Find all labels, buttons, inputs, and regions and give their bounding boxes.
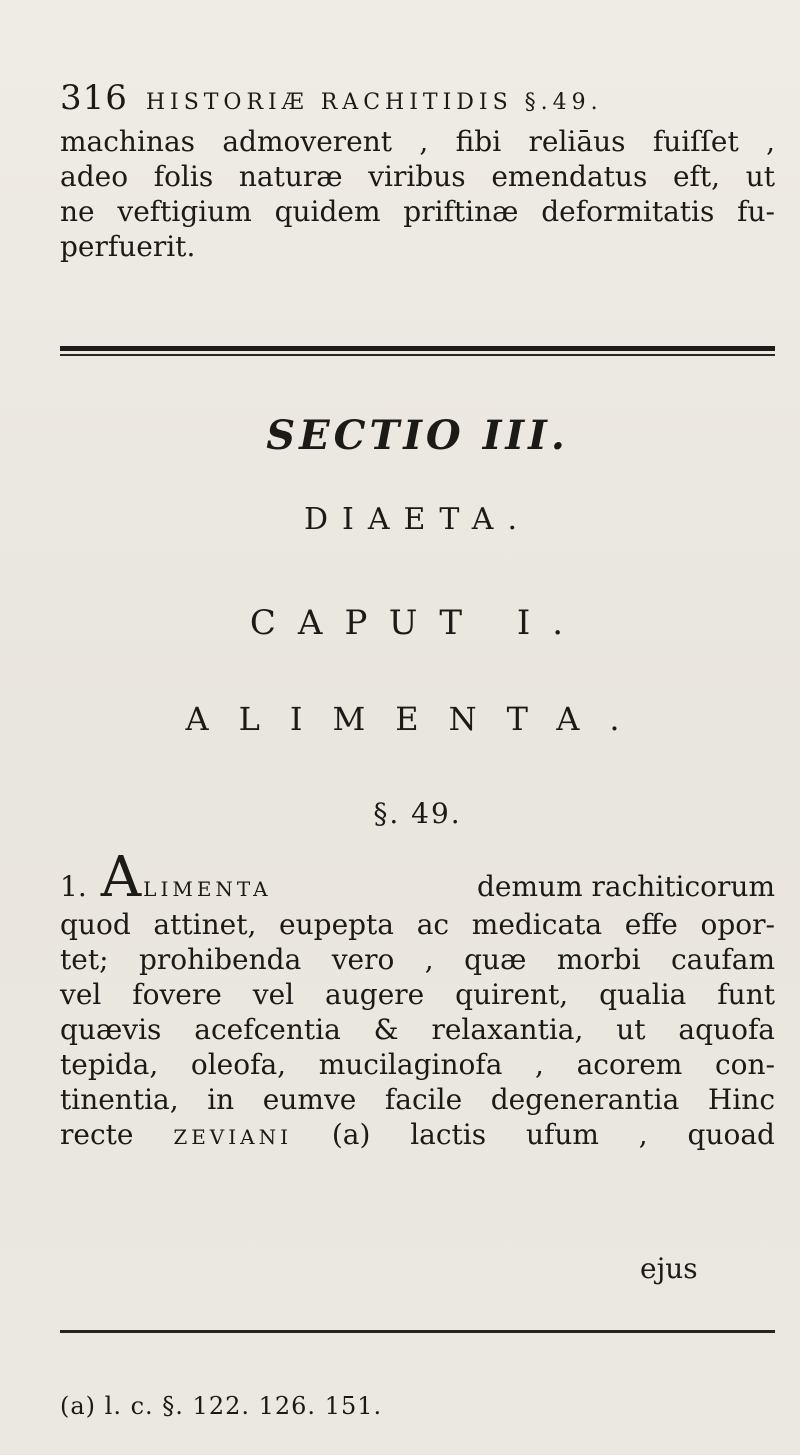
section-subtitle: DIAETA. (303, 502, 532, 537)
intro-paragraph (60, 124, 775, 264)
paragraph-number: §. 49. (373, 797, 462, 830)
footnote: (a) l. c. §. 122. 126. 151. (60, 1392, 383, 1420)
drop-cap: A (100, 845, 142, 910)
text-line: perfuerit. (60, 230, 196, 263)
divider-thin-line (60, 354, 775, 356)
text-line: tepida, oleofa, mucilaginofa , acorem con- (60, 1048, 775, 1081)
text-line: quævis acefcentia & relaxantia, ut aquofa (60, 1013, 775, 1046)
last-line-start: recte (60, 1118, 134, 1151)
footnote-rule (60, 1330, 775, 1333)
text-line: ne veftigium quidem priftinæ deformitatis fu- (60, 195, 775, 228)
lead-word: LIMENTA (143, 877, 272, 901)
first-line (60, 845, 775, 910)
text-line: machinas admoverent , fibi reliāus fuiſſet , (60, 125, 775, 158)
last-line-end: (a) lactis ufum , quoad (331, 1118, 775, 1151)
page-number: 316 (60, 78, 128, 118)
divider-thick-line (60, 346, 775, 351)
text-line: adeo folis naturæ viribus emendatus eft, ut (60, 160, 775, 193)
catchword: ejus (640, 1252, 698, 1285)
text-line: tet; prohibenda vero , quæ morbi caufam (60, 943, 775, 976)
chapter-title: ALIMENTA. (185, 700, 650, 738)
header-section-ref: §.49. (524, 90, 603, 115)
running-header (60, 78, 780, 118)
item-number: 1. (60, 870, 87, 903)
running-title: HISTORIÆ RACHITIDIS (145, 90, 513, 115)
first-line-rest: demum rachiticorum (477, 870, 775, 903)
chapter-heading: CAPUT I. (249, 603, 586, 643)
text-line: quod attinet, eupepta ac medicata effe opor- (60, 908, 775, 941)
last-text-line (60, 1117, 775, 1155)
section-divider (60, 346, 775, 358)
section-title: SECTIO III. (266, 412, 569, 459)
text-line: tinentia, in eumve facile degenerantia Hinc (60, 1083, 775, 1116)
text-line: vel fovere vel augere quirent, qualia funt (60, 978, 775, 1011)
author-name: ZEVIANI (173, 1125, 292, 1149)
main-paragraph (60, 845, 775, 1155)
